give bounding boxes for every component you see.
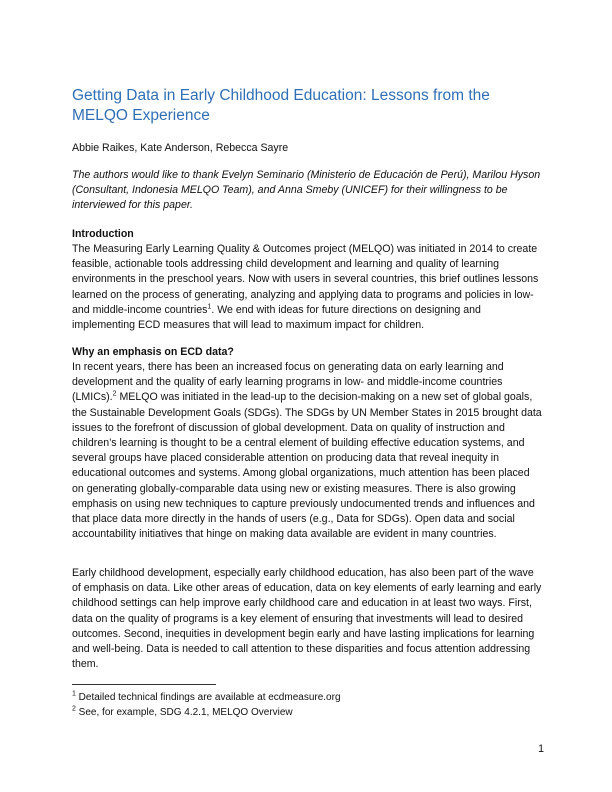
why-text-part2: MELQO was initiated in the lead-up to the decision-making on a new set of global goals, the Sustainable Development Goals (SDGs). The SDGs by UN Member States in 2015 brought data issues to the forefront of discussion of global development. Data on quality of instruction and children’s learning is thought to be a central element of building effective education systems, and several groups have placed considerable attention on producing data that reveal inequity in educational outcomes and systems. Among global organizations, much attention has been placed on generating globally-comparable data using new or existing measures. There is also growing emphasis on using new techniques to capture previously undocumented trends and influences and that place data more directly in the hands of users (e.g., Data for SDGs). Open data and social accountability initiatives that hinge on making data available are evident in many countries.: [72, 391, 542, 541]
footnote-1-text: Detailed technical findings are available at ecdmeasure.org: [75, 692, 341, 703]
page-number: 1: [538, 743, 544, 755]
footnote-marker-1: 1: [72, 690, 76, 698]
footnote-2-text: See, for example, SDG 4.2.1, MELQO Overview: [75, 707, 293, 718]
author-list: Abbie Raikes, Kate Anderson, Rebecca Sayre: [72, 142, 289, 154]
why-text-part1: In recent years, there has been an increased focus on generating data on early learning and development and the quality of early learning programs in low- and middle-income countries (LMICs).: [72, 361, 504, 404]
footnote-ref-2: 2: [112, 390, 117, 398]
footnote-marker-2: 2: [72, 705, 76, 713]
introduction-paragraph: [72, 242, 542, 333]
footnote-1: [72, 691, 542, 705]
ecd-emphasis-paragraph: Early childhood development, especially early childhood education, has also been part of the wave of emphasis on data. Like other areas of education, data on key elements of early learning and early childhood settings can help improve early childhood care and education in at least two ways. First, data on the quality of programs is a key element of ensuring that investments will lead to desired outcomes. Second, inequities in development begin early and have lasting implications for learning and well-being. Data is needed to call attention to these disparities and focus attention addressing them.: [72, 567, 542, 671]
acknowledgement-text: The authors would like to thank Evelyn Seminario (Ministerio de Educación de Perú), Marilou Hyson (Consultant, Indonesia MELQO Team), and Anna Smeby (UNICEF) for their willingness to be interviewed for this paper.: [72, 169, 541, 212]
introduction-heading: Introduction: [72, 228, 134, 240]
footnote-2: [72, 706, 542, 720]
footnote-divider: [72, 684, 216, 685]
document-title: Getting Data in Early Childhood Education: Lessons from the MELQO Experience: [72, 87, 490, 124]
why-ecd-data-heading: Why an emphasis on ECD data?: [72, 346, 234, 358]
why-ecd-data-paragraph: [72, 360, 542, 542]
footnote-ref-1: 1: [207, 303, 212, 311]
introduction-text-part2: . We end with ideas for future directions on designing and implementing ECD measures that will lead to maximum impact for children.: [72, 303, 481, 332]
introduction-text-part1: The Measuring Early Learning Quality & Outcomes project (MELQO) was initiated in 2014 to create feasible, actionable tools addressing child development and learning and quality of learning environments in the preschool years. Now with users in several countries, this brief outlines lessons learned on the process of generating, analyzing and applying data to programs and policies in low- and middle-income countries: [72, 243, 539, 316]
